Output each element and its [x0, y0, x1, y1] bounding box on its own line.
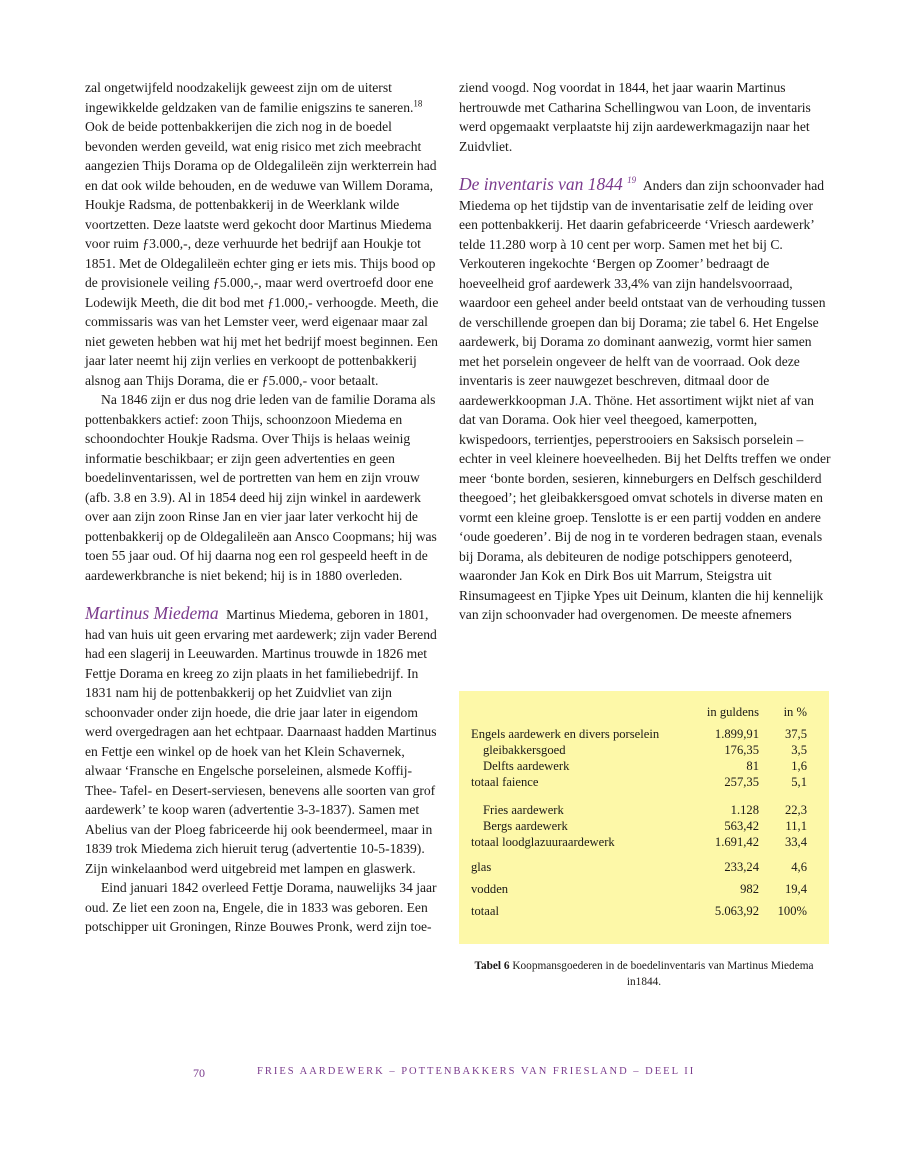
- table-cell-percent: 100%: [777, 904, 807, 918]
- table-cell-percent: 1,6: [791, 759, 807, 773]
- table-spacer: [471, 851, 819, 860]
- right-column: [459, 78, 831, 625]
- footnote-ref[interactable]: 18: [413, 97, 423, 108]
- table-cell-guldens: 233,24: [724, 860, 759, 874]
- table-cell-label: vodden: [471, 882, 509, 896]
- paragraph-text: zal ongetwijfeld noodzakelijk geweest zijn om de uiterst ingewikkelde geldzaken van de familie enigszins te saneren.: [85, 80, 414, 115]
- table-cell-guldens: 563,42: [724, 819, 759, 833]
- table-spacer: [471, 791, 819, 803]
- page-number: 70: [193, 1066, 205, 1080]
- section-heading: [459, 174, 636, 194]
- table-cell-label: Bergs aardewerk: [483, 819, 568, 833]
- table-cell-guldens: 1.899,91: [714, 727, 759, 741]
- table-caption: [459, 958, 829, 990]
- paragraph-text: Anders dan zijn schoonvader had Miedema op het tijdstip van de inventarisatie zelf de leiding over een pottenbakkerij. Het daarin gefabriceerde ‘Vriesch aardewerk’ telde 11.280 worp à 10 cent per worp. Samen met het bij C. Verkouteren ingekochte ‘Bergen op Zoomer’ bedraagt de hoeveelheid grof aardewerk 33,4% van zijn handelsvoorraad, waardoor een geheel ander beeld ontstaat van de verhouding tussen de verschillende groepen dan bij Dorama; zie tabel 6. Het Engelse aardewerk, bij Dorama zo dominant aanwezig, vormt hier samen met het porselein ongeveer de helft van de voorraad. Ook deze inventaris is zeer nauwgezet beschreven, ditmaal door de aardewerkkoopman J.A. Thöne. Het assortiment wijkt niet af van dat van Dorama. Ook hier veel theegoed, kamerpotten, kwispedoors, terrientjes, peperstrooiers en Saksisch porselein – echter in veel kleinere hoeveelheden. Bij het Delfts treffen we onder meer ‘bonte borden, sesieren, kinneburgers en Delfsch geschilderd theegoed’; het gleibakkersgoed omvat schotels in diverse maten en vormt een kleine groep. Tenslotte is er een partij vodden en andere ‘oude goederen’. Bij de nog in te vorderen bedragen staan, evenals bij Dorama, als debiteuren de nodige potschippers genoteerd, waaronder Jan Kok en Dirk Bos uit Marrum, Steigstra uit Rinsumageest en Tjipke Ypes uit Deinum, klanten die hij kennelijk van zijn schoonvader had overgenomen. De meeste afnemers: [459, 178, 831, 622]
- paragraph: [459, 175, 831, 625]
- table-cell-guldens: 982: [740, 882, 759, 896]
- table-row: [471, 803, 819, 819]
- table-cell-percent: 4,6: [791, 860, 807, 874]
- paragraph: [85, 78, 441, 390]
- table-cell-percent: 5,1: [791, 775, 807, 789]
- footnote-ref[interactable]: 19: [627, 175, 637, 186]
- table-cell-label: Engels aardewerk en divers porselein: [471, 727, 660, 741]
- table-row: [471, 727, 819, 743]
- table-cell-percent: 3,5: [791, 743, 807, 757]
- table-cell-guldens: 1.128: [730, 803, 759, 817]
- table-cell-percent: 19,4: [784, 882, 807, 896]
- table-header-guldens: in guldens: [706, 705, 759, 719]
- table-header-row: [471, 705, 819, 727]
- table-cell-percent: 33,4: [784, 835, 807, 849]
- table-row: [471, 835, 819, 851]
- table-cell-label: totaal faience: [471, 775, 539, 789]
- paragraph-text: Martinus Miedema, geboren in 1801, had van huis uit geen ervaring met aardewerk; zijn vader Berend had een slagerij in Leeuwarden. Martinus trouwde in 1826 met Fettje Dorama en kreeg zo zijn plaats in het familiebedrijf. In 1831 nam hij de pottenbakkerij op het Zuidvliet van zijn schoonvader onder zijn hoede, die drie jaar later in eigendom werd overgedragen aan het echtpaar. Daarnaast hadden Martinus en Fettje een winkel op de hoek van het Klein Schavernek, alwaar ‘Fransche en Engelsche porseleinen, alsmede Koffij- Thee- Tafel- en Desert-serviesen, benevens alle soorten van grof aardewerk’ te koop waren (advertentie 3-3-1837). Samen met Abelius van der Ploeg fabriceerde hij ook beendermeel, maar in 1839 trok Miedema zich hieruit terug (advertentie 10-5-1839). Zijn winkelaanbod werd uitgebreid met lampen en glaswerk.: [85, 607, 437, 876]
- caption-label: Tabel 6: [474, 960, 510, 972]
- section-gap: [85, 585, 441, 604]
- table-row: [471, 819, 819, 835]
- table-cell-percent: 11,1: [785, 819, 807, 833]
- section-heading: Martinus Miedema: [85, 603, 219, 623]
- table-row: [471, 882, 819, 904]
- table-cell-percent: 22,3: [784, 803, 807, 817]
- table-cell-guldens: 1.691,42: [714, 835, 759, 849]
- table-cell-guldens: 176,35: [724, 743, 759, 757]
- table-row: [471, 743, 819, 759]
- section-gap: [459, 156, 831, 175]
- table-cell-label: gleibakkersgoed: [483, 743, 566, 757]
- table-cell-guldens: 5.063,92: [714, 904, 759, 918]
- paragraph-text: Ook de beide pottenbakkerijen die zich nog in de boedel bevonden werden geveild, wat enig risico met zich meebracht aangezien Thijs Dorama op de Oldegalileën zijn werkterrein had en dat ook wilde behouden, en de weduwe van Willem Dorama, Houkje Radsma, de pottenbakkerij in de Weerklank wilde voortzetten. Deze laatste werd gekocht door Martinus Miedema voor ruim ƒ3.000,-, deze verhuurde het bedrijf aan Houkje tot 1851. Met de Oldegalileën echter ging er iets mis. Thijs bood op de provisionele veiling ƒ5.000,-, maar werd overtroefd door ene Lodewijk Meeth, die dit bod met ƒ1.000,- verhoogde. Meeth, die commissaris was van het Lemster veer, werd eigenaar maar zal niet geweten hebben wat hij met het bedrijf moest beginnen. Een jaar later neemt hij zijn verlies en verkoopt de pottenbakkerij alsnog aan Thijs Dorama, die er ƒ5.000,- voor betaalt.: [85, 119, 439, 388]
- table-cell-label: Delfts aardewerk: [483, 759, 570, 773]
- left-column: [85, 78, 441, 937]
- table-row: [471, 860, 819, 882]
- table-cell-guldens: 81: [746, 759, 759, 773]
- paragraph: Eind januari 1842 overleed Fettje Dorama, nauwelijks 34 jaar oud. Ze liet een zoon na, Engele, die in 1833 was geboren. Een potschipper uit Groningen, Rinze Bouwes Pronk, werd zijn toe-: [85, 880, 437, 934]
- table-row: [471, 759, 819, 775]
- table-cell-label: totaal: [471, 904, 499, 918]
- table-row: [471, 904, 819, 926]
- table-cell-guldens: 257,35: [724, 775, 759, 789]
- caption-text: Koopmansgoederen in de boedelinventaris van Martinus Miedema in1844.: [512, 960, 814, 988]
- table-row: [471, 775, 819, 791]
- table-cell-label: totaal loodglazuuraardewerk: [471, 835, 615, 849]
- paragraph: ziend voogd. Nog voordat in 1844, het jaar waarin Martinus hertrouwde met Catharina Schellingwou van Loon, de inventaris werd opgemaakt verplaatste hij zijn aardewerkmagazijn naar het Zuidvliet.: [459, 80, 811, 154]
- paragraph: Na 1846 zijn er dus nog drie leden van de familie Dorama als pottenbakkers actief: zoon Thijs, schoonzoon Miedema en schoondochter Houkje Radsma. Over Thijs is helaas weinig informatie beschikbaar; er zijn geen advertenties en geen boedelinventarissen, wel de portretten van hem en zijn vrouw (afb. 3.8 en 3.9). Al in 1854 deed hij zijn winkel in aardewerk over aan zijn zoon Rinse Jan en vier jaar later verkocht hij de pottenbakkerij op de Oldegalileën aan Ansco Coopmans; hij was toen 55 jaar oud. Of hij daarna nog een rol gespeeld heeft in de aardewerkbranche is niet bekend; hij is in 1880 overleden.: [85, 392, 437, 583]
- section-heading-text: De inventaris van 1844: [459, 174, 623, 194]
- running-title: FRIES AARDEWERK – POTTENBAKKERS VAN FRIESLAND – DEEL II: [257, 1066, 696, 1077]
- table-cell-label: glas: [471, 860, 492, 874]
- paragraph: [85, 604, 441, 878]
- table-cell-label: Fries aardewerk: [483, 803, 564, 817]
- table-cell-percent: 37,5: [784, 727, 807, 741]
- inventory-table: [459, 691, 829, 944]
- table-header-percent: in %: [783, 705, 807, 719]
